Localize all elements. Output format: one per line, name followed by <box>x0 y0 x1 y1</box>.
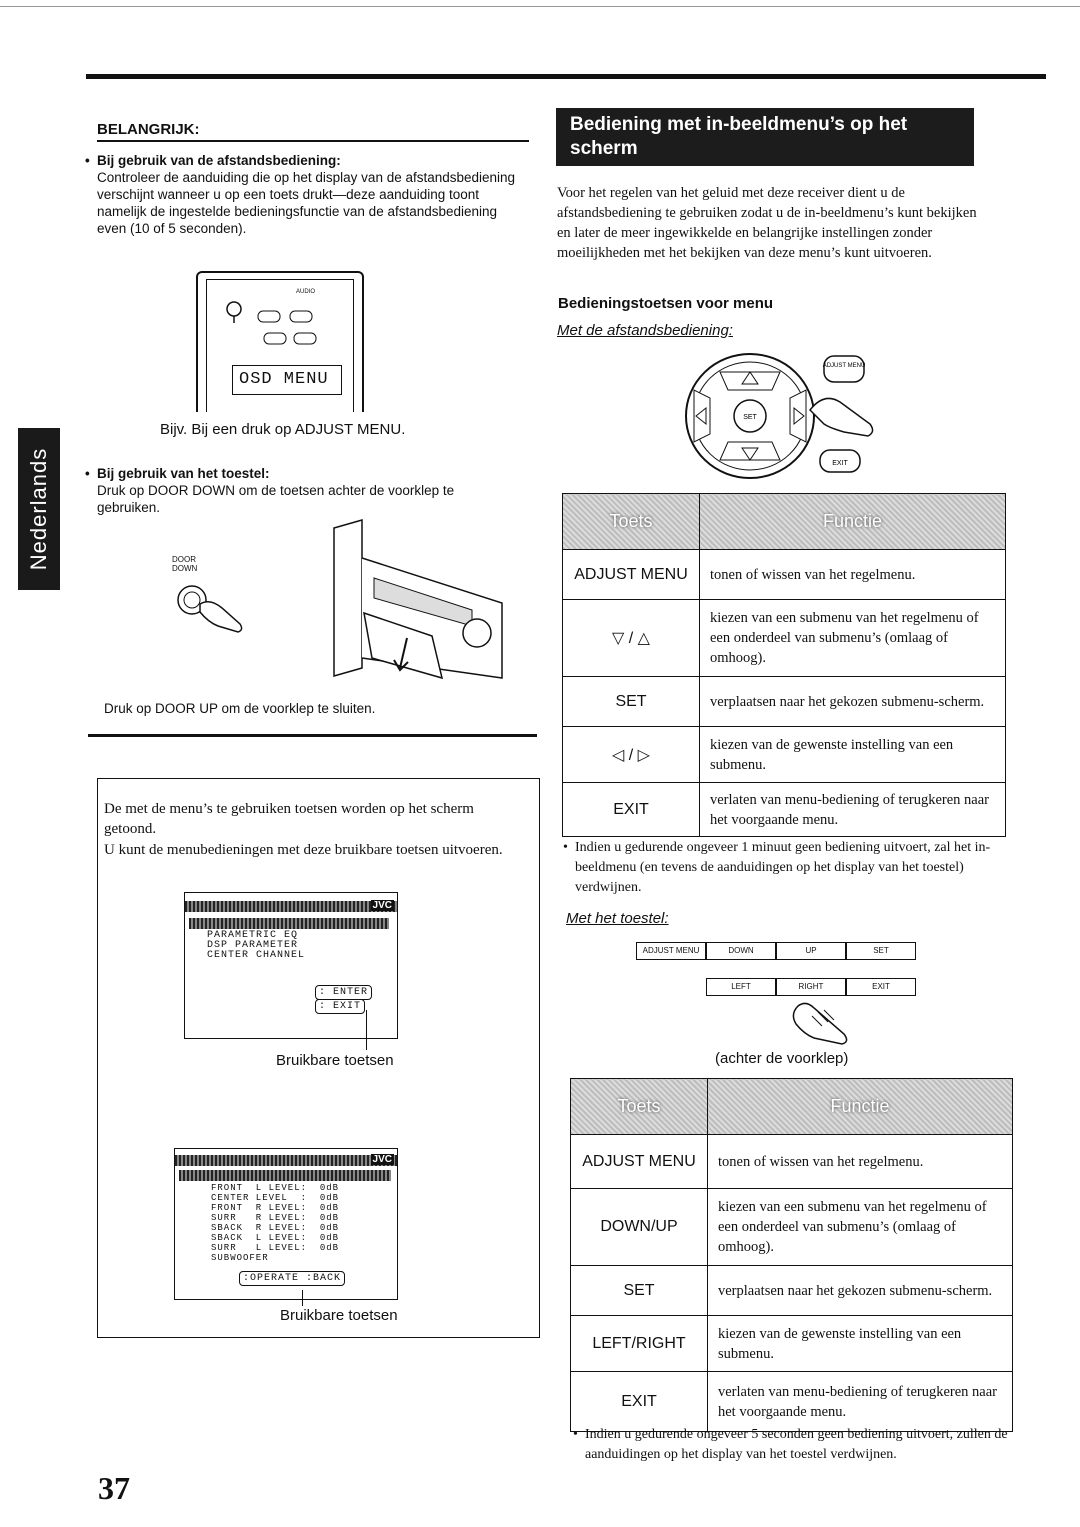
table2-header-key: Toets <box>571 1079 708 1135</box>
table-row: EXIT verlaten van menu-bediening of terugkeren naar het voorgaande menu. <box>563 783 1006 837</box>
note-remote-timeout: • Indien u gedurende ongeveer 1 minuut geen bediening uitvoert, zal het in-beeldmenu (en tevens de aanduidingen op het display van het toestel) verdwijnen. <box>575 838 1011 898</box>
unit-subtitle: Met het toestel: <box>566 910 669 927</box>
screen1-caption: Bruikbare toetsen <box>276 1052 394 1069</box>
screen1-menu-lines: PARAMETRIC EQ DSP PARAMETER CENTER CHANNEL <box>207 930 306 961</box>
osd-screen-2: JVC FRONT L LEVEL: 0dB CENTER LEVEL : 0dB FRONT R LEVEL: 0dB SURR R LEVEL: 0dB SBACK R LEVEL: 0dB SBACK L LEVEL: 0dB SURR L LEVEL: 0dB SUBWOOFER :OPERATE :BACK <box>174 1148 398 1300</box>
table-row: SET verplaatsen naar het gekozen submenu-scherm. <box>571 1266 1013 1316</box>
table-row: EXIT verlaten van menu-bediening of terugkeren naar het voorgaande menu. <box>571 1372 1013 1432</box>
remote-bullet-text: Controleer de aanduiding die op het display van de afstandsbediening verschijnt wanneer u op een toets drukt—deze aanduiding toont namelijk de ingestelde bedieningsfunctie van de afstandsbediening even (10 of 5 seconden). <box>97 170 516 236</box>
door-up-text: Druk op DOOR UP om de voorklep te sluiten. <box>104 701 376 716</box>
page-number: 37 <box>98 1470 130 1506</box>
unit-key-table <box>570 1078 1013 1432</box>
unit-bullet-title: • Bij gebruik van het toestel: <box>97 465 517 482</box>
remote-subtitle: Met de afstandsbediening: <box>557 322 733 339</box>
top-heavy-rule <box>86 74 1046 79</box>
table-row: ▽ / △ kiezen van een submenu van het regelmenu of een onderdeel van submenu’s (omlaag of omhoog). <box>563 600 1006 677</box>
dpad-adjust-label: ADJUST MENU <box>822 363 866 369</box>
panel-button-left: LEFT <box>706 978 776 996</box>
remote-osd-display: OSD MENU <box>232 365 342 395</box>
table1-header-func: Functie <box>700 494 1006 550</box>
hand-press-icon <box>788 998 868 1048</box>
panel-button-exit: EXIT <box>846 978 916 996</box>
table-row: LEFT/RIGHT kiezen van de gewenste instelling van een submenu. <box>571 1316 1013 1372</box>
remote-caption: Bijv. Bij een druk op ADJUST MENU. <box>160 421 406 438</box>
dpad-set-label: SET <box>743 414 757 421</box>
important-heading: BELANGRIJK: <box>97 121 200 138</box>
remote-key-table <box>562 493 1006 837</box>
panel-button-down: DOWN <box>706 942 776 960</box>
screen2-caption: Bruikbare toetsen <box>280 1307 398 1324</box>
table-row: SET verplaatsen naar het gekozen submenu-scherm. <box>563 677 1006 727</box>
remote-label-audio: AUDIO <box>296 289 316 295</box>
subheading-menu-keys: Bedieningstoetsen voor menu <box>558 295 774 312</box>
panel-button-set: SET <box>846 942 916 960</box>
important-rule <box>97 140 529 142</box>
unit-front-illustration <box>322 518 522 688</box>
panel-button-adjust-menu: ADJUST MENU <box>636 942 706 960</box>
box-text-1: De met de menu’s te gebruiken toetsen worden op het scherm getoond. <box>104 801 474 837</box>
table-row: ADJUST MENU tonen of wissen van het regelmenu. <box>571 1135 1013 1189</box>
screen1-pointer <box>366 1010 367 1050</box>
table1-header-key: Toets <box>563 494 700 550</box>
section-title: Bediening met in-beeldmenu’s op het scherm <box>556 108 974 166</box>
left-bottom-rule <box>88 734 537 737</box>
screen2-tag-operate: :OPERATE :BACK <box>239 1271 345 1286</box>
top-thin-line <box>0 6 1080 7</box>
intro-text: Voor het regelen van het geluid met deze receiver dient u de afstandsbediening te gebruiken zodat u de in-beeldmenu’s kunt bekijken en later de meer ingewikkelde en belangrijke instellingen zonder moeilijkheden met het bekijken van deze menu’s kunt uitvoeren. <box>557 185 977 261</box>
table-row: ADJUST MENU tonen of wissen van het regelmenu. <box>563 550 1006 600</box>
screen2-pointer <box>302 1290 303 1306</box>
door-down-label: DOOR DOWN <box>172 555 198 573</box>
panel-button-up: UP <box>776 942 846 960</box>
remote-buttons <box>220 293 350 353</box>
remote-bullet <box>97 152 527 237</box>
remote-dpad-illustration <box>680 350 900 490</box>
remote-bullet-title: • Bij gebruik van de afstandsbediening: <box>97 152 527 169</box>
note-unit-timeout: • Indien u gedurende ongeveer 5 seconden geen bediening uitvoert, zullen de aanduidingen op het display van het toestel verdwijnen. <box>585 1425 1015 1465</box>
table-row: DOWN/UP kiezen van een submenu van het regelmenu of een onderdeel van submenu’s (omlaag of omhoog). <box>571 1189 1013 1266</box>
box-text-2: U kunt de menubedieningen met deze bruikbare toetsen uitvoeren. <box>104 842 503 858</box>
screen2-level-lines: FRONT L LEVEL: 0dB CENTER LEVEL : 0dB FRONT R LEVEL: 0dB SURR R LEVEL: 0dB SBACK R LEVEL: 0dB SBACK L LEVEL: 0dB SURR L LEVEL: 0dB SUBWOOFER <box>211 1183 340 1263</box>
unit-bullet <box>97 465 517 516</box>
table-row: ◁ / ▷ kiezen van de gewenste instelling van een submenu. <box>563 727 1006 783</box>
screen1-tag-enter: : ENTER <box>315 985 372 1000</box>
unit-bullet-text: Druk op DOOR DOWN om de toetsen achter de voorklep te gebruiken. <box>97 483 455 515</box>
language-side-tab: Nederlands <box>18 428 60 590</box>
screen1-tag-exit: : EXIT <box>315 999 365 1014</box>
table2-header-func: Functie <box>708 1079 1013 1135</box>
panel-caption: (achter de voorklep) <box>715 1050 849 1067</box>
dpad-exit-label: EXIT <box>832 460 848 467</box>
finger-press-icon <box>170 578 260 638</box>
panel-button-right: RIGHT <box>776 978 846 996</box>
osd-screen-1: JVC PARAMETRIC EQ DSP PARAMETER CENTER CHANNEL : ENTER : EXIT <box>184 892 398 1039</box>
remote-illustration <box>196 271 364 412</box>
